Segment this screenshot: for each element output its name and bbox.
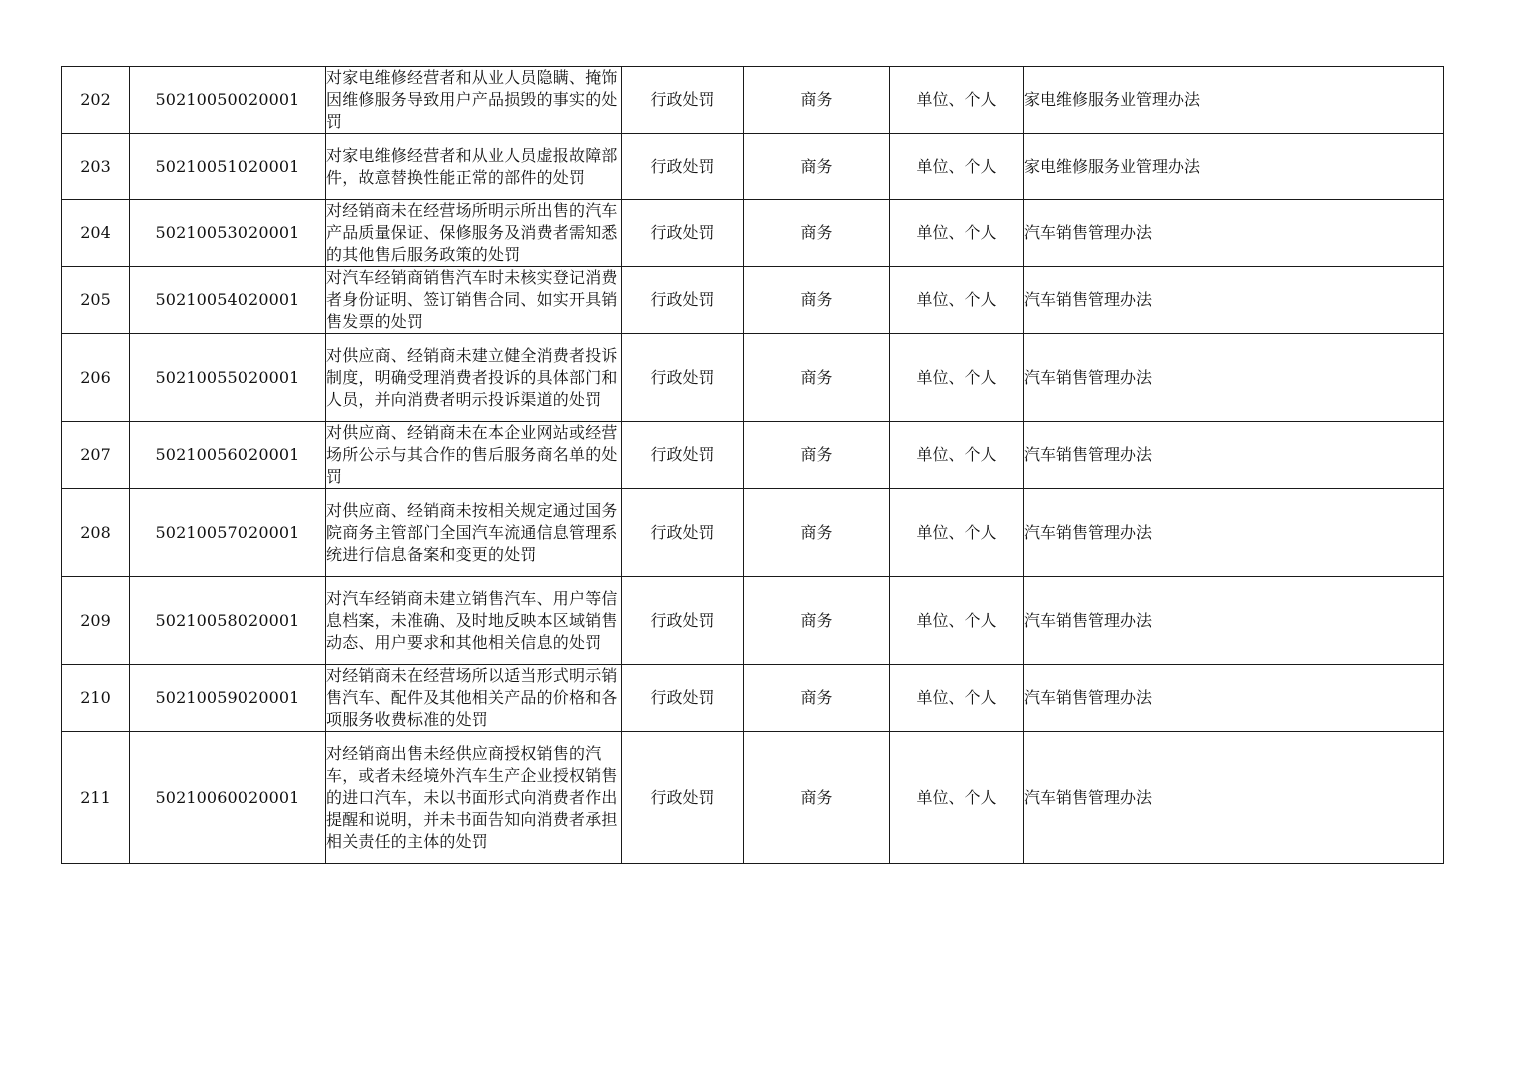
table-row	[62, 577, 1444, 665]
item-type: 行政处罚	[622, 267, 744, 334]
item-department: 商务	[744, 200, 890, 267]
item-code: 50210055020001	[130, 334, 326, 422]
item-legal-basis: 家电维修服务业管理办法	[1024, 67, 1444, 134]
item-target: 单位、个人	[890, 134, 1024, 200]
item-department: 商务	[744, 577, 890, 665]
row-number: 206	[62, 334, 130, 422]
item-department: 商务	[744, 422, 890, 489]
item-type: 行政处罚	[622, 134, 744, 200]
item-type: 行政处罚	[622, 67, 744, 134]
item-code: 50210060020001	[130, 732, 326, 864]
item-description: 对供应商、经销商未建立健全消费者投诉制度，明确受理消费者投诉的具体部门和人员，并向消费者明示投诉渠道的处罚	[326, 334, 622, 422]
item-description: 对家电维修经营者和从业人员隐瞒、掩饰因维修服务导致用户产品损毁的事实的处罚	[326, 67, 622, 134]
item-description: 对供应商、经销商未按相关规定通过国务院商务主管部门全国汽车流通信息管理系统进行信息备案和变更的处罚	[326, 489, 622, 577]
item-legal-basis: 汽车销售管理办法	[1024, 732, 1444, 864]
item-code: 50210059020001	[130, 665, 326, 732]
table-body	[62, 67, 1444, 864]
item-description: 对经销商未在经营场所明示所出售的汽车产品质量保证、保修服务及消费者需知悉的其他售后服务政策的处罚	[326, 200, 622, 267]
item-code: 50210053020001	[130, 200, 326, 267]
item-legal-basis: 汽车销售管理办法	[1024, 489, 1444, 577]
item-description: 对汽车经销商未建立销售汽车、用户等信息档案，未准确、及时地反映本区域销售动态、用户要求和其他相关信息的处罚	[326, 577, 622, 665]
row-number: 209	[62, 577, 130, 665]
row-number: 204	[62, 200, 130, 267]
item-code: 50210058020001	[130, 577, 326, 665]
table-row	[62, 267, 1444, 334]
item-legal-basis: 汽车销售管理办法	[1024, 577, 1444, 665]
item-department: 商务	[744, 334, 890, 422]
item-department: 商务	[744, 732, 890, 864]
table-row	[62, 732, 1444, 864]
item-type: 行政处罚	[622, 577, 744, 665]
table-row	[62, 665, 1444, 732]
row-number: 202	[62, 67, 130, 134]
item-description: 对经销商未在经营场所以适当形式明示销售汽车、配件及其他相关产品的价格和各项服务收费标准的处罚	[326, 665, 622, 732]
row-number: 207	[62, 422, 130, 489]
item-code: 50210056020001	[130, 422, 326, 489]
item-legal-basis: 汽车销售管理办法	[1024, 334, 1444, 422]
item-target: 单位、个人	[890, 267, 1024, 334]
item-type: 行政处罚	[622, 665, 744, 732]
item-type: 行政处罚	[622, 489, 744, 577]
item-legal-basis: 汽车销售管理办法	[1024, 267, 1444, 334]
item-legal-basis: 汽车销售管理办法	[1024, 665, 1444, 732]
item-department: 商务	[744, 267, 890, 334]
row-number: 208	[62, 489, 130, 577]
item-description: 对家电维修经营者和从业人员虚报故障部件，故意替换性能正常的部件的处罚	[326, 134, 622, 200]
item-description: 对供应商、经销商未在本企业网站或经营场所公示与其合作的售后服务商名单的处罚	[326, 422, 622, 489]
row-number: 205	[62, 267, 130, 334]
item-target: 单位、个人	[890, 577, 1024, 665]
item-department: 商务	[744, 665, 890, 732]
item-type: 行政处罚	[622, 334, 744, 422]
item-target: 单位、个人	[890, 732, 1024, 864]
item-department: 商务	[744, 489, 890, 577]
item-description: 对汽车经销商销售汽车时未核实登记消费者身份证明、签订销售合同、如实开具销售发票的处罚	[326, 267, 622, 334]
item-department: 商务	[744, 134, 890, 200]
item-code: 50210050020001	[130, 67, 326, 134]
penalty-items-table	[61, 66, 1444, 864]
item-legal-basis: 汽车销售管理办法	[1024, 200, 1444, 267]
item-type: 行政处罚	[622, 422, 744, 489]
item-department: 商务	[744, 67, 890, 134]
item-legal-basis: 汽车销售管理办法	[1024, 422, 1444, 489]
item-target: 单位、个人	[890, 665, 1024, 732]
item-target: 单位、个人	[890, 200, 1024, 267]
item-target: 单位、个人	[890, 67, 1024, 134]
item-description: 对经销商出售未经供应商授权销售的汽车，或者未经境外汽车生产企业授权销售的进口汽车，未以书面形式向消费者作出提醒和说明，并未书面告知向消费者承担相关责任的主体的处罚	[326, 732, 622, 864]
row-number: 210	[62, 665, 130, 732]
table-row	[62, 334, 1444, 422]
row-number: 211	[62, 732, 130, 864]
item-type: 行政处罚	[622, 732, 744, 864]
item-code: 50210051020001	[130, 134, 326, 200]
table-row	[62, 422, 1444, 489]
table-row	[62, 67, 1444, 134]
item-type: 行政处罚	[622, 200, 744, 267]
item-target: 单位、个人	[890, 489, 1024, 577]
item-code: 50210054020001	[130, 267, 326, 334]
item-target: 单位、个人	[890, 422, 1024, 489]
table-row	[62, 200, 1444, 267]
row-number: 203	[62, 134, 130, 200]
table-row	[62, 489, 1444, 577]
item-target: 单位、个人	[890, 334, 1024, 422]
table-row	[62, 134, 1444, 200]
item-legal-basis: 家电维修服务业管理办法	[1024, 134, 1444, 200]
item-code: 50210057020001	[130, 489, 326, 577]
